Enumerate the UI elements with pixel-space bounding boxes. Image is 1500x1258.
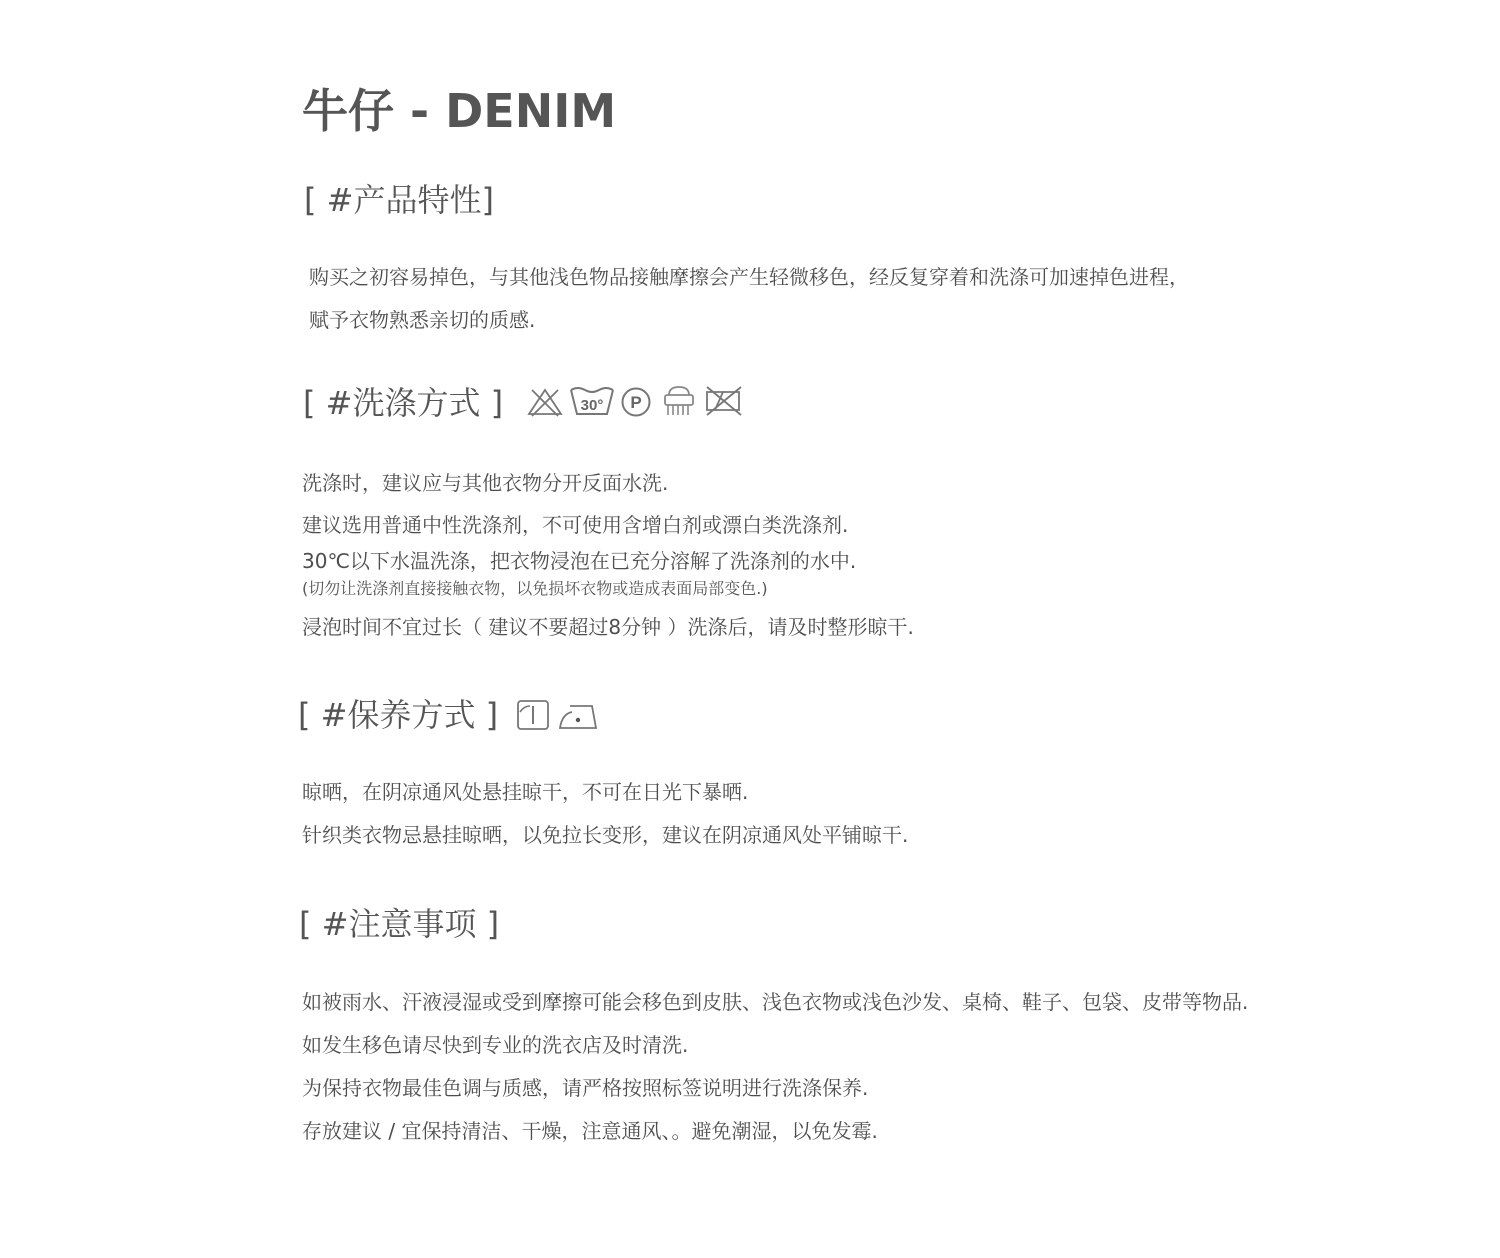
care-line: 晾晒，在阴凉通风处悬挂晾干，不可在日光下暴晒. <box>302 780 749 804</box>
notes-line: 如发生移色请尽快到专业的洗衣店及时清洗. <box>302 1033 689 1057</box>
care-line: 针织类衣物忌悬挂晾晒，以免拉长变形，建议在阴凉通风处平铺晾干. <box>302 823 909 847</box>
washing-line: 洗涤时，建议应与其他衣物分开反面水洗. <box>302 471 669 495</box>
page-title: 牛仔 - DENIM <box>302 84 617 138</box>
no-tumble-dry-icon <box>703 384 745 418</box>
line-dry-icon <box>516 698 550 732</box>
notes-line: 为保持衣物最佳色调与质感，请严格按照标签说明进行洗涤保养. <box>302 1076 869 1100</box>
washing-line: 浸泡时间不宜过长（ 建议不要超过8分钟 ）洗涤后，请及时整形晾干. <box>302 615 914 639</box>
notes-heading: [ #注意事项 ] <box>299 905 500 943</box>
washing-line: 30℃以下水温洗涤，把衣物浸泡在已充分溶解了洗涤剂的水中. <box>302 549 857 573</box>
notes-line: 如被雨水、汗液浸湿或受到摩擦可能会移色到皮肤、浅色衣物或浅色沙发、桌椅、鞋子、包袋、皮带等物品. <box>302 990 1249 1014</box>
iron-low-icon <box>558 700 600 732</box>
features-line: 赋予衣物熟悉亲切的质感. <box>309 308 536 332</box>
notes-line: 存放建议 / 宜保持清洁、干燥，注意通风、。避免潮湿，以免发霉. <box>302 1119 878 1143</box>
washing-heading: [ #洗涤方式 ] <box>303 384 504 422</box>
care-heading: [ #保养方式 ] <box>298 696 499 734</box>
no-bleach-icon <box>526 386 564 418</box>
features-heading: [ #产品特性] <box>304 181 494 219</box>
dry-clean-p-icon <box>620 386 652 418</box>
washing-note: (切勿让洗涤剂直接接触衣物，以免损坏衣物或造成表面局部变色.) <box>302 579 768 598</box>
washing-line: 建议选用普通中性洗涤剂，不可使用含增白剂或漂白类洗涤剂. <box>302 513 849 537</box>
wash-temp-label: 30° <box>580 397 604 414</box>
dry-clean-label: P <box>630 393 642 412</box>
brush-icon <box>661 383 697 419</box>
features-line: 购买之初容易掉色，与其他浅色物品接触摩擦会产生轻微移色，经反复穿着和洗涤可加速掉色进程， <box>309 265 1189 289</box>
wash-30-icon <box>569 384 615 418</box>
